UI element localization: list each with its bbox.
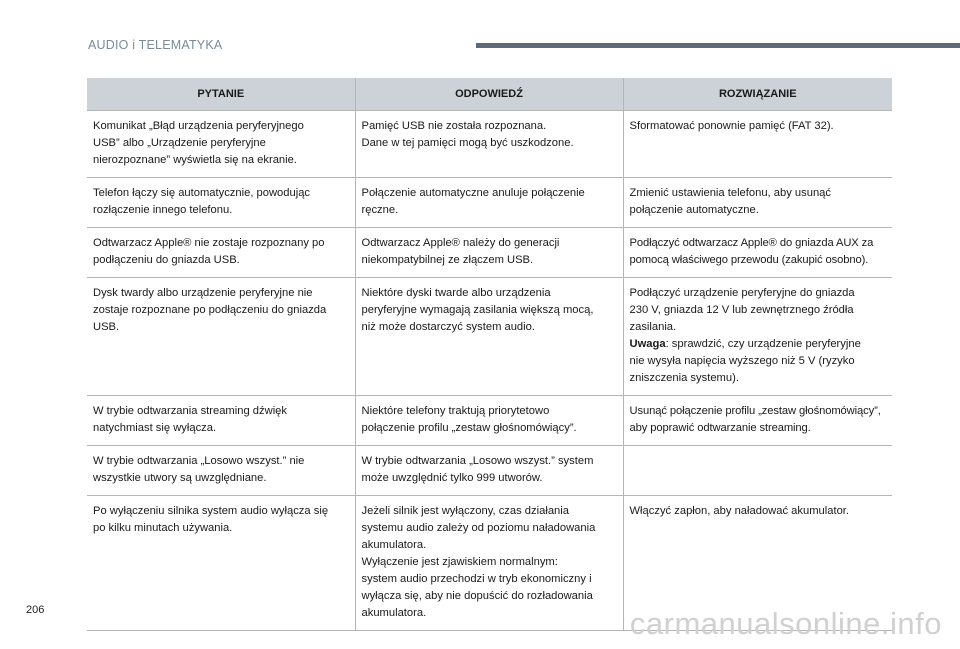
answer-cell bbox=[355, 111, 623, 178]
question-line: Odtwarzacz Apple® nie zostaje rozpoznany po bbox=[93, 237, 325, 249]
question-line: Dysk twardy albo urządzenie peryferyjne nie bbox=[93, 287, 313, 299]
troubleshooting-table bbox=[87, 78, 892, 631]
solution-line: Usunąć połączenie profilu „zestaw głośnomówiący”, bbox=[629, 405, 881, 417]
answer-line: ręczne. bbox=[361, 204, 399, 216]
section-title: AUDIO i TELEMATYKA bbox=[88, 38, 223, 52]
question-cell bbox=[87, 111, 355, 178]
answer-line: W trybie odtwarzania „Losowo wszyst.” system bbox=[361, 455, 594, 467]
answer-line: wyłącza się, aby nie dopuścić do rozładowania bbox=[361, 590, 593, 602]
question-line: USB” albo „Urządzenie peryferyjne bbox=[93, 137, 266, 149]
answer-line: akumulatora. bbox=[361, 607, 427, 619]
solution-line: Zmienić ustawienia telefonu, aby usunąć bbox=[629, 187, 831, 199]
answer-line: niż może dostarczyć system audio. bbox=[361, 321, 535, 333]
answer-line: Pamięć USB nie została rozpoznana. bbox=[361, 120, 547, 132]
answer-line: Połączenie automatyczne anuluje połączenie bbox=[361, 187, 585, 199]
answer-cell bbox=[355, 178, 623, 228]
solution-note-line: zniszczenia systemu). bbox=[629, 372, 739, 384]
answer-cell bbox=[355, 278, 623, 396]
table-row bbox=[87, 446, 892, 496]
solution-cell bbox=[623, 111, 892, 178]
solution-cell bbox=[623, 228, 892, 278]
answer-line: połączenie profilu „zestaw głośnomówiący”. bbox=[361, 422, 577, 434]
solution-cell bbox=[623, 178, 892, 228]
question-cell bbox=[87, 178, 355, 228]
solution-cell bbox=[623, 396, 892, 446]
answer-line: może uwzględnić tylko 999 utworów. bbox=[361, 472, 543, 484]
question-cell bbox=[87, 278, 355, 396]
table-row bbox=[87, 278, 892, 396]
table-row bbox=[87, 228, 892, 278]
column-header-question: PYTANIE bbox=[87, 78, 355, 111]
table-header-row bbox=[87, 78, 892, 111]
answer-line: systemu audio zależy od poziomu naładowania bbox=[361, 522, 596, 534]
question-cell bbox=[87, 396, 355, 446]
question-line: USB. bbox=[93, 321, 120, 333]
solution-line: Włączyć zapłon, aby naładować akumulator. bbox=[629, 505, 850, 517]
column-header-answer: ODPOWIEDŹ bbox=[355, 78, 623, 111]
question-line: Komunikat „Błąd urządzenia peryferyjnego bbox=[93, 120, 304, 132]
answer-line: niekompatybilnej ze złączem USB. bbox=[361, 254, 534, 266]
question-line: natychmiast się wyłącza. bbox=[93, 422, 217, 434]
watermark: carmanualsonline.info bbox=[629, 606, 942, 641]
answer-line: peryferyjne wymagają zasilania większą mocą, bbox=[361, 304, 594, 316]
solution-note-label: Uwaga bbox=[629, 338, 666, 350]
section-header-bar bbox=[476, 43, 960, 48]
solution-line: pomocą właściwego przewodu (zakupić osobno). bbox=[629, 254, 869, 266]
answer-line: Dane w tej pamięci mogą być uszkodzone. bbox=[361, 137, 574, 149]
table-row bbox=[87, 396, 892, 446]
answer-cell bbox=[355, 496, 623, 631]
column-header-solution: ROZWIĄZANIE bbox=[623, 78, 892, 111]
question-cell bbox=[87, 496, 355, 631]
answer-line: Jeżeli silnik jest wyłączony, czas działania bbox=[361, 505, 569, 517]
solution-note-text: : sprawdzić, czy urządzenie peryferyjne bbox=[665, 338, 861, 350]
question-cell bbox=[87, 446, 355, 496]
answer-line: Wyłączenie jest zjawiskiem normalnym: bbox=[361, 556, 558, 568]
question-cell bbox=[87, 228, 355, 278]
question-line: Telefon łączy się automatycznie, powodując bbox=[93, 187, 311, 199]
question-line: nierozpoznane” wyświetla się na ekranie. bbox=[93, 154, 297, 166]
solution-note-line bbox=[630, 336, 887, 353]
answer-cell bbox=[355, 228, 623, 278]
answer-line: Niektóre telefony traktują priorytetowo bbox=[361, 405, 550, 417]
answer-line: Odtwarzacz Apple® należy do generacji bbox=[361, 237, 560, 249]
solution-note-line: nie wysyła napięcia wyższego niż 5 V (ryzyko bbox=[629, 355, 855, 367]
solution-line: Sformatować ponownie pamięć (FAT 32). bbox=[629, 120, 834, 132]
question-line: rozłączenie innego telefonu. bbox=[93, 204, 233, 216]
answer-line: akumulatora. bbox=[361, 539, 427, 551]
question-line: podłączeniu do gniazda USB. bbox=[93, 254, 240, 266]
question-line: zostaje rozpoznane po podłączeniu do gniazda bbox=[93, 304, 327, 316]
answer-cell bbox=[355, 446, 623, 496]
solution-line: Podłączyć odtwarzacz Apple® do gniazda AUX za bbox=[629, 237, 874, 249]
question-line: wszystkie utwory są uwzględniane. bbox=[93, 472, 267, 484]
table-row bbox=[87, 178, 892, 228]
answer-line: Niektóre dyski twarde albo urządzenia bbox=[361, 287, 551, 299]
solution-line: aby poprawić odtwarzanie streaming. bbox=[629, 422, 811, 434]
question-line: W trybie odtwarzania streaming dźwięk bbox=[93, 405, 287, 417]
solution-line: połączenie automatyczne. bbox=[629, 204, 759, 216]
solution-cell bbox=[623, 446, 892, 496]
question-line: W trybie odtwarzania „Losowo wszyst.” nie bbox=[93, 455, 305, 467]
answer-cell bbox=[355, 396, 623, 446]
solution-line: 230 V, gniazda 12 V lub zewnętrznego źródła bbox=[629, 304, 854, 316]
table-row bbox=[87, 111, 892, 178]
question-line: Po wyłączeniu silnika system audio wyłącza się bbox=[93, 505, 329, 517]
solution-line: Podłączyć urządzenie peryferyjne do gniazda bbox=[629, 287, 855, 299]
answer-line: system audio przechodzi w tryb ekonomiczny i bbox=[361, 573, 592, 585]
question-line: po kilku minutach używania. bbox=[93, 522, 233, 534]
solution-cell bbox=[623, 278, 892, 396]
page-number: 206 bbox=[26, 604, 45, 616]
solution-line: zasilania. bbox=[629, 321, 677, 333]
